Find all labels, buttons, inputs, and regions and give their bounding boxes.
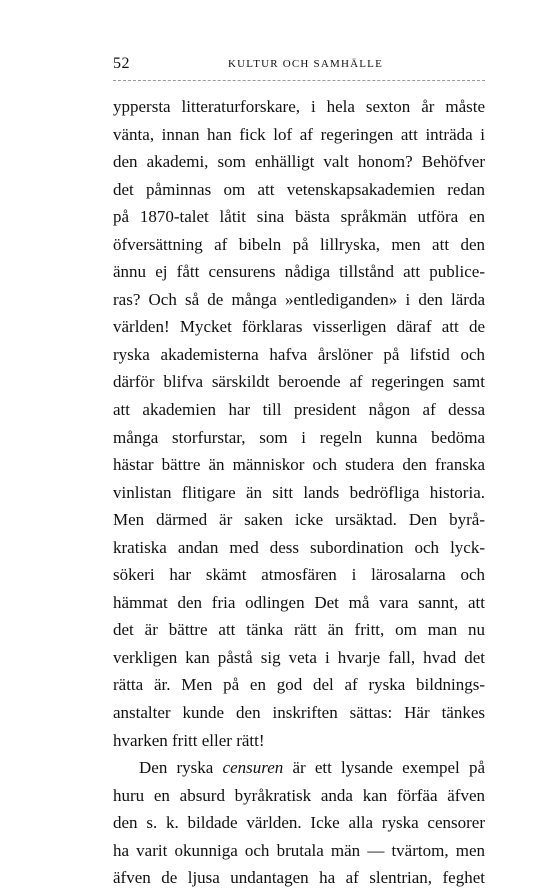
page-header — [113, 55, 485, 75]
text-line: det påminnas om att vetenskapsakademien redan — [113, 179, 485, 199]
header-rule — [113, 80, 485, 81]
text-line: rätta är. Men på en god del af ryska bildnings- — [113, 675, 485, 695]
body-text — [113, 93, 485, 892]
text-line: vinlistan flitigare än sitt lands bedröfliga historia. — [113, 482, 485, 502]
text-line: ha varit okunniga och brutala män — tvärtom, men — [113, 840, 485, 860]
text-line: det är bättre att tänka rätt än fritt, om man nu — [113, 620, 485, 640]
text-line: ryska akademisterna hafva årslöner på lifstid och — [113, 344, 485, 364]
text-line: många storfurstar, som i regeln kunna bedöma — [113, 427, 485, 447]
text-line: därför blifva särskildt beroende af regeringen samt — [113, 372, 485, 392]
text-line: huru en absurd byråkratisk anda kan förfäa äfven — [113, 785, 485, 805]
emphasized-word: censuren — [222, 758, 284, 778]
text-line: den s. k. bildade världen. Icke alla ryska censorer — [113, 813, 485, 833]
text-line: hästar bättre än människor och studera den franska — [113, 455, 485, 475]
text-line: att akademien har till president någon af dessa — [113, 400, 485, 420]
text-run: är ett lysande exempel på — [283, 758, 485, 778]
text-line: vänta, innan han fick lof af regeringen att inträda i — [113, 124, 485, 144]
text-line: ras? Och så de många »entlediganden» i den lärda — [113, 289, 485, 309]
paragraph-start-line — [113, 754, 485, 782]
text-line: äfven de ljusa undantagen ha af slentrian, feghet — [113, 868, 485, 888]
running-title: KULTUR OCH SAMHÄLLE — [228, 58, 384, 70]
text-line: hämmat den fria odlingen Det må vara sannt, att — [113, 592, 485, 612]
text-run: Den ryska — [139, 758, 223, 778]
text-line: kratiska andan med dess subordination och lyck- — [113, 537, 485, 557]
text-line: den akademi, som enhälligt valt honom? Behöfver — [113, 152, 485, 172]
text-line: sökeri har skämt atmosfären i lärosalarna och — [113, 565, 485, 585]
text-line: yppersta litteraturforskare, i hela sexton år måste — [113, 97, 485, 116]
text-line: på 1870-talet låtit sina bästa språkmän utföra en — [113, 207, 485, 227]
text-line: öfversättning af bibeln på lillryska, men att den — [113, 234, 485, 254]
page-number: 52 — [113, 55, 130, 72]
text-line: världen! Mycket förklaras visserligen däraf att de — [113, 317, 485, 337]
text-line: Men därmed är saken icke ursäktad. Den byrå- — [113, 510, 485, 530]
text-line: verkligen kan påstå sig veta i hvarje fall, hvad det — [113, 647, 485, 667]
text-line: ännu ej fått censurens nådiga tillstånd att publice- — [113, 262, 485, 282]
text-line: hvarken fritt eller rätt! — [113, 730, 265, 750]
text-line: anstalter kunde den inskriften sättas: Här tänkes — [113, 703, 485, 723]
